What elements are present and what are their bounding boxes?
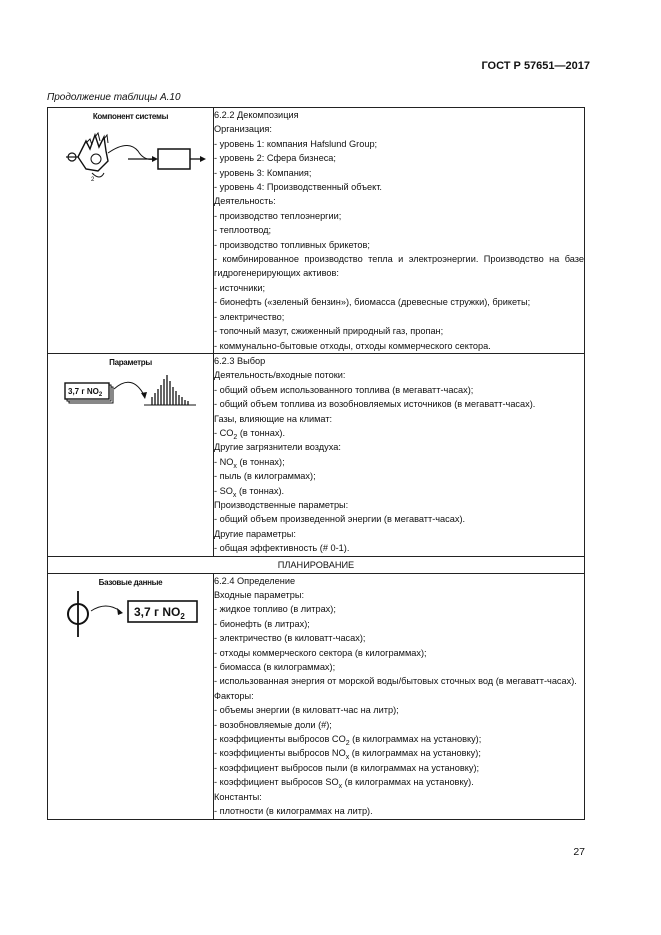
text-line: - коэффициенты выбросов $NO_x$ (в килограммах на установку); [214,748,481,762]
section-heading: 6.2.4 Определение [214,575,296,586]
description-cell [214,573,585,819]
text-line: - пыль (в килограммах); [214,471,316,482]
text-line: - биомасса (в килограммах); [214,662,336,673]
text-line: - объемы энергии (в киловатт-час на литр); [214,705,399,716]
text-line: - использованная энергия от морской воды/бытовых сточных вод (в мегаватт-часах). [214,676,577,687]
table-row [48,353,585,556]
description-cell [214,108,585,354]
text-line: Входные параметры: [214,590,305,600]
text-line: - $SO_x$ (в тоннах). [214,485,285,499]
figure-cell [48,108,214,354]
text-line: - коэффициенты выбросов $CO_2$ (в килограммах на установку); [214,734,482,747]
table-row [48,108,585,354]
text-line: - производство топливных брикетов; [214,239,370,250]
text-line: - уровень 2: Сфера бизнеса; [214,153,336,164]
text-line: - электричество (в киловатт-часах); [214,633,366,644]
section-body [214,588,584,819]
description-cell [214,353,585,556]
parameters-figure [48,354,213,413]
text-line: - плотности (в килограммах на литр). [214,806,373,817]
text-line: Другие загрязнители воздуха: [214,442,341,453]
section-body [214,122,584,353]
parameters-icon [48,367,213,413]
stacked-label-text: 3,7 г $NO_2$ [68,386,103,398]
decomposition-icon [48,121,213,191]
text-line: - уровень 3: Компания; [214,167,312,178]
svg-text:2: 2 [91,177,95,183]
table-row [48,556,585,573]
base-data-icon [48,587,213,641]
text-line: - источники; [214,282,266,293]
text-line: - коммунально-бытовые отходы, отходы коммерческого сектора. [214,340,491,351]
text-line: - общая эффективность (# 0-1). [214,543,350,554]
text-line: - $CO_2$ (в тоннах). [214,427,286,441]
text-line: Константы: [214,791,262,802]
section-body [214,368,584,555]
text-line: - общий объем произведенной энергии (в мегаватт-часах). [214,514,466,525]
text-line: - общий объем использованного топлива (в мегаватт-часах); [214,384,474,395]
text-line: - бионефть (в литрах); [214,618,310,629]
table-row [48,573,585,819]
system-component-figure [48,108,213,191]
text-line: - уровень 1: компания Hafslund Group; [214,138,378,149]
text-line: - $NO_x$ (в тоннах); [214,456,285,470]
section-title: ПЛАНИРОВАНИЕ [48,556,585,573]
figure-cell [48,353,214,556]
text-line: - общий объем топлива из возобновляемых источников (в мегаватт-часах). [214,399,536,410]
text-line: Другие параметры: [214,528,296,539]
text-line: Газы, влияющие на климат: [214,413,333,424]
emission-label-text: 3,7 г $NO_2$ [134,604,185,621]
text-line: - коэффициент выбросов пыли (в килограммах на установку); [214,762,480,773]
text-line: - электричество; [214,311,285,322]
figure-title: Базовые данные [98,577,163,587]
text-line: - комбинированное производство тепла и электроэнергии. Производство на базе гидрогенерирующих активов: [214,254,584,279]
section-heading: 6.2.2 Декомпозиция [214,110,299,120]
text-line: Деятельность: [214,196,276,207]
figure-cell [48,573,214,819]
text-line: Деятельность/входные потоки: [214,370,346,381]
document-standard-header: ГОСТ Р 57651—2017 [481,60,590,72]
text-line: Факторы: [214,690,254,701]
text-line: Производственные параметры: [214,499,349,510]
text-line: - теплоотвод; [214,225,272,236]
figure-title: Параметры [109,357,152,367]
text-line: - топочный мазут, сжиженный природный газ, пропан; [214,326,444,337]
text-line: - отходы коммерческого сектора (в килограммах); [214,647,427,658]
section-heading: 6.2.3 Выбор [214,355,266,366]
text-line: Организация: [214,124,272,135]
table-continuation-caption: Продолжение таблицы А.10 [47,92,181,103]
text-line: - уровень 4: Производственный объект. [214,182,382,193]
base-data-figure [48,574,213,641]
text-line: - бионефть («зеленый бензин»), биомасса (древесные стружки), брикеты; [214,297,531,308]
text-line: - жидкое топливо (в литрах); [214,604,336,615]
text-line: - коэффициент выбросов $SO_x$ (в килограммах на установку). [214,777,474,791]
figure-title: Компонент системы [92,112,169,121]
table-a10 [47,107,585,820]
page-number: 27 [573,846,585,858]
text-line: - возобновляемые доли (#); [214,719,332,730]
text-line: - производство теплоэнергии; [214,210,342,221]
